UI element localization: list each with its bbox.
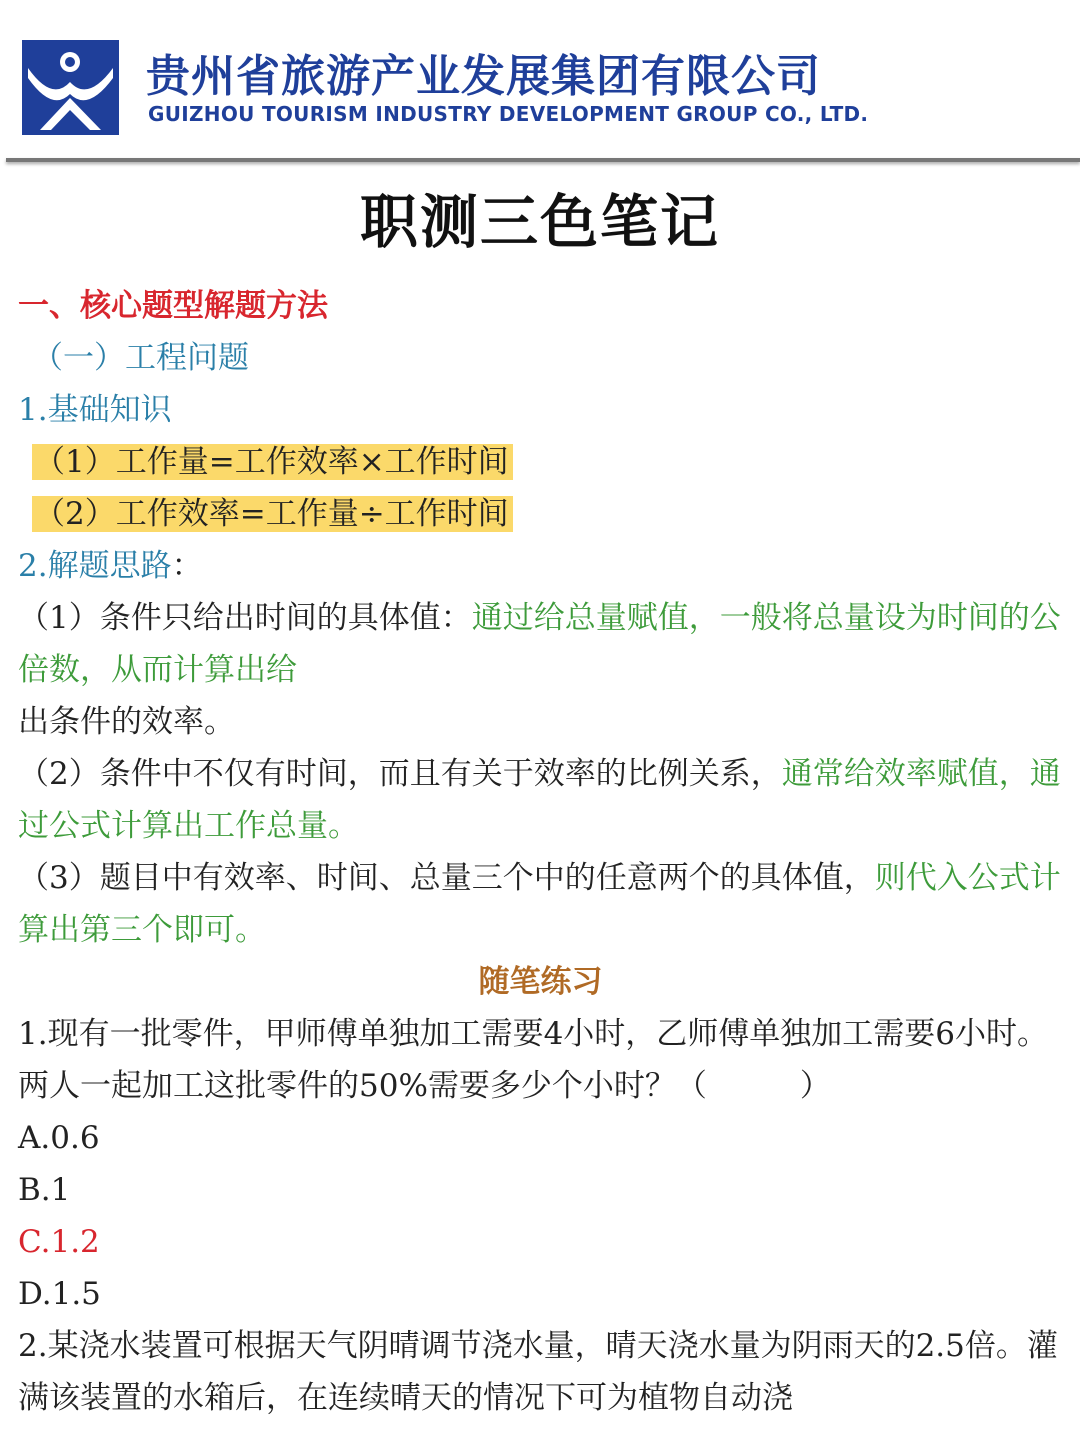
option-c-answer: C.1.2 xyxy=(18,1224,100,1260)
option-a: A.0.6 xyxy=(18,1120,100,1156)
notes-body xyxy=(18,280,1063,1424)
tip-3 xyxy=(18,852,1063,956)
subsection-heading: （一）工程问题 xyxy=(32,340,249,376)
company-name-en: GUIZHOU TOURISM INDUSTRY DEVELOPMENT GROUP CO., LTD. xyxy=(148,102,869,126)
section-heading: 一、核心题型解题方法 xyxy=(18,288,328,324)
letterhead xyxy=(0,0,1080,160)
approach-heading: 2.解题思路 xyxy=(18,548,172,584)
option-b: B.1 xyxy=(18,1172,71,1208)
tip-1 xyxy=(18,592,1063,696)
question-1: 1.现有一批零件，甲师傅单独加工需要4小时，乙师傅单独加工需要6小时。两人一起加工这批零件的50%需要多少个小时？（ ） xyxy=(18,1016,1049,1104)
question-2: 2.某浇水装置可根据天气阴晴调节浇水量，晴天浇水量为阴雨天的2.5倍。灌满该装置的水箱后，在连续晴天的情况下可为植物自动浇 xyxy=(18,1328,1058,1416)
header-divider xyxy=(6,158,1080,162)
formula-1: （1）工作量=工作效率×工作时间 xyxy=(32,444,513,480)
practice-heading: 随笔练习 xyxy=(478,964,603,1000)
tip-1-highlight: 通过给总量赋值，一般将总量设为时间的公倍数，从而计算出给 xyxy=(18,600,1061,688)
option-d: D.1.5 xyxy=(18,1276,101,1312)
tip-1-end: 出条件的效率。 xyxy=(18,704,235,740)
tip-2-highlight: 通常给效率赋值，通过公式计算出工作总量。 xyxy=(18,756,1061,844)
page-title: 职测三色笔记 xyxy=(359,188,720,256)
company-logo-icon xyxy=(22,40,119,135)
basics-heading: 1.基础知识 xyxy=(18,392,172,428)
formula-2: （2）工作效率=工作量÷工作时间 xyxy=(32,496,513,532)
tip-3-highlight: 则代入公式计算出第三个即可。 xyxy=(18,860,1061,948)
tip-3-text: （3）题目中有效率、时间、总量三个中的任意两个的具体值， xyxy=(18,860,875,896)
company-name-cn: 贵州省旅游产业发展集团有限公司 xyxy=(146,51,821,102)
tip-2 xyxy=(18,748,1063,852)
tip-2-text: （2）条件中不仅有时间，而且有关于效率的比例关系， xyxy=(18,756,782,792)
approach-colon: ： xyxy=(171,548,203,584)
tip-1-text: （1）条件只给出时间的具体值： xyxy=(18,600,472,636)
